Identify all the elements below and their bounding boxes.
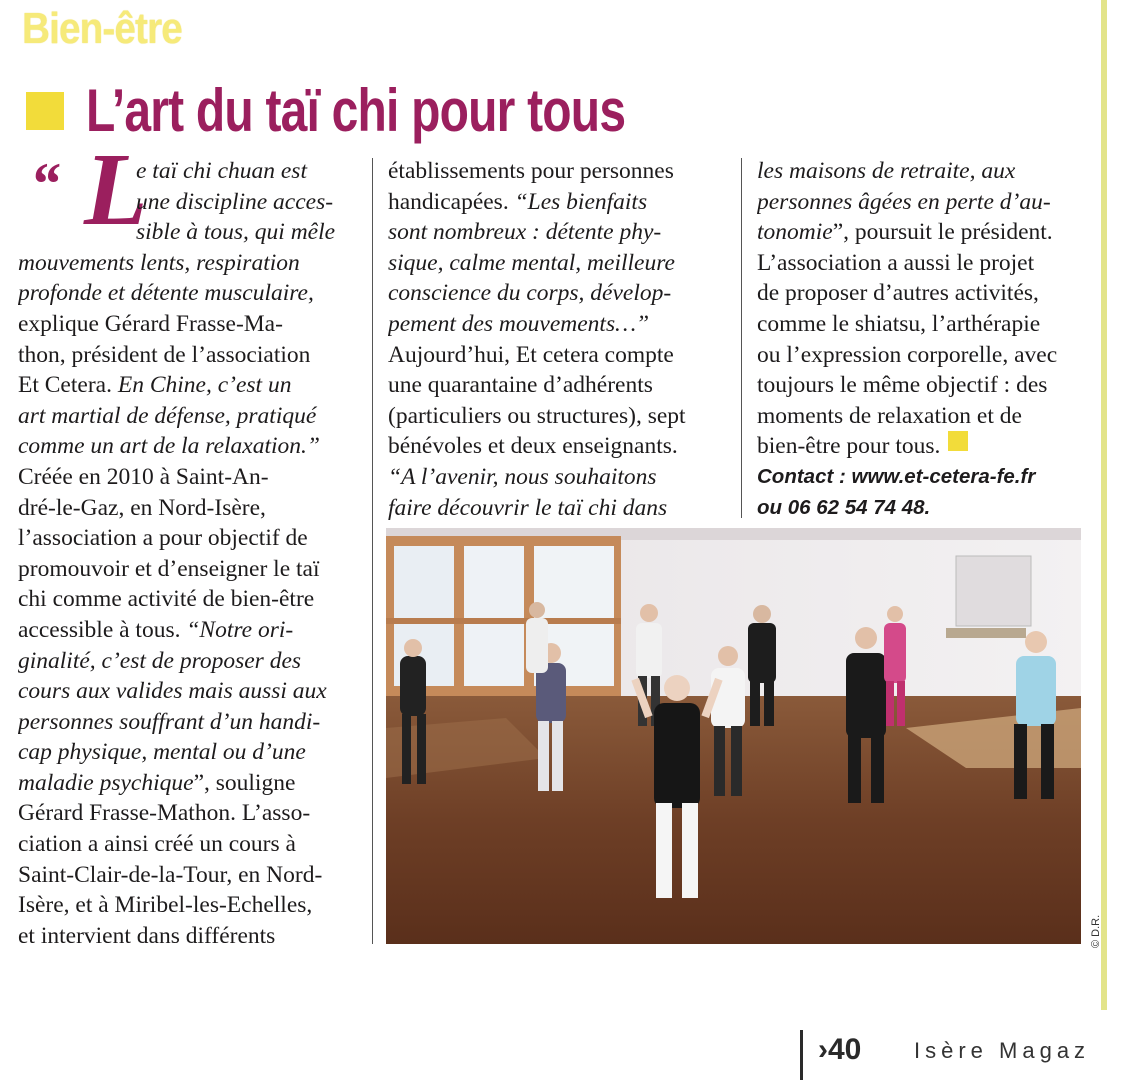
text-line: e taï chi chuan est (136, 158, 307, 184)
text-line: sont nombreux : détente phy- (388, 219, 662, 246)
text-line: ciation a ainsi créé un cours à (18, 831, 296, 858)
text-line: une quarantaine d’adhérents (388, 372, 653, 399)
tai-chi-class-photo (386, 528, 1081, 944)
text-line: explique Gérard Frasse-Ma- (18, 310, 283, 337)
text-line: Isère, et à Miribel-les-Echelles, (18, 892, 313, 919)
article-photo (386, 528, 1081, 944)
text-line: accessible à tous. “Notre ori- (18, 616, 294, 643)
contact-line: ou 06 62 54 74 48. (757, 495, 931, 519)
text-line: profonde et détente musculaire, (18, 280, 314, 307)
text-line: “A l’avenir, nous souhaitons (388, 463, 657, 490)
text-line: comme le shiatsu, l’arthérapie (757, 310, 1041, 337)
text-line: conscience du corps, dévelop- (388, 280, 672, 307)
article-column-2 (388, 156, 723, 523)
photo-credit: © D.R. (1090, 914, 1102, 948)
article-title: L’art du taï chi pour tous (86, 77, 626, 144)
text-line: art martial de défense, pratiqué (18, 402, 317, 429)
text-line: Et Cetera. En Chine, c’est un (18, 372, 292, 399)
text-line: moments de relaxation et de (757, 402, 1022, 429)
drop-cap: L (84, 132, 148, 247)
title-square-icon (26, 92, 64, 130)
text-line: dré-le-Gaz, en Nord-Isère, (18, 494, 266, 521)
end-square-icon (948, 431, 968, 451)
section-label: Bien-être (22, 4, 182, 53)
page-edge-bar (1101, 0, 1107, 1010)
text-line: cap physique, mental ou d’une (18, 739, 306, 766)
contact-line: Contact : www.et-cetera-fe.fr (757, 464, 1036, 488)
text-line: toujours le même objectif : des (757, 372, 1048, 399)
text-line: les maisons de retraite, aux (757, 158, 1016, 184)
text-line: tonomie ”, poursuit le président. (757, 219, 1053, 246)
text-line: cours aux valides mais aussi aux (18, 678, 327, 705)
text-line: bénévoles et deux enseignants. (388, 433, 678, 460)
text-line: sible à tous, qui mêle (136, 219, 336, 246)
text-line: (particuliers ou structures), sept (388, 402, 686, 429)
text-line: faire découvrir le taï chi dans (388, 494, 668, 521)
text-line: handicapées. “Les bienfaits (388, 188, 648, 215)
text-line: bien-être pour tous. (757, 431, 1081, 462)
text-line: personnes âgées en perte d’au- (757, 188, 1051, 215)
text-line: de proposer d’autres activités, (757, 280, 1039, 307)
text-line: maladie psychique ”, souligne (18, 769, 296, 796)
footer-divider (800, 1030, 803, 1080)
text-line: Saint-Clair-de-la-Tour, en Nord- (18, 861, 323, 888)
text-line: mouvements lents, respiration (18, 249, 300, 276)
text-line: ou l’expression corporelle, avec (757, 341, 1058, 368)
text-line: comme un art de la relaxation.” (18, 433, 320, 460)
text-line: promouvoir et d’enseigner le taï (18, 555, 320, 582)
text-line: sique, calme mental, meilleure (388, 249, 675, 276)
article-column-3 (757, 156, 1081, 523)
text-line: une discipline acces- (136, 188, 334, 215)
chevron-right-icon: › (818, 1033, 828, 1066)
text-line: l’association a pour objectif de (18, 525, 308, 552)
text-line: établissements pour personnes (388, 158, 674, 184)
text-line: L’association a aussi le projet (757, 249, 1035, 276)
column-divider-2 (741, 158, 742, 518)
magazine-name: Isère Magaz (914, 1038, 1091, 1063)
column-divider-1 (372, 158, 373, 944)
text-line: Gérard Frasse-Mathon. L’asso- (18, 800, 311, 827)
page-number: ›40 (818, 1033, 862, 1066)
text-line: chi comme activité de bien-être (18, 586, 315, 613)
text-line: Créée en 2010 à Saint-An- (18, 463, 269, 490)
text-line: et intervient dans différents (18, 922, 276, 949)
text-line: Aujourd’hui, Et cetera compte (388, 341, 674, 368)
text-line: pement des mouvements…” (388, 310, 650, 337)
text-line: thon, président de l’association (18, 341, 311, 368)
text-line: ginalité, c’est de proposer des (18, 647, 302, 674)
article-column-1 (18, 156, 355, 951)
text-line: personnes souffrant d’un handi- (18, 708, 321, 735)
drop-quote-mark: “ (30, 151, 60, 217)
